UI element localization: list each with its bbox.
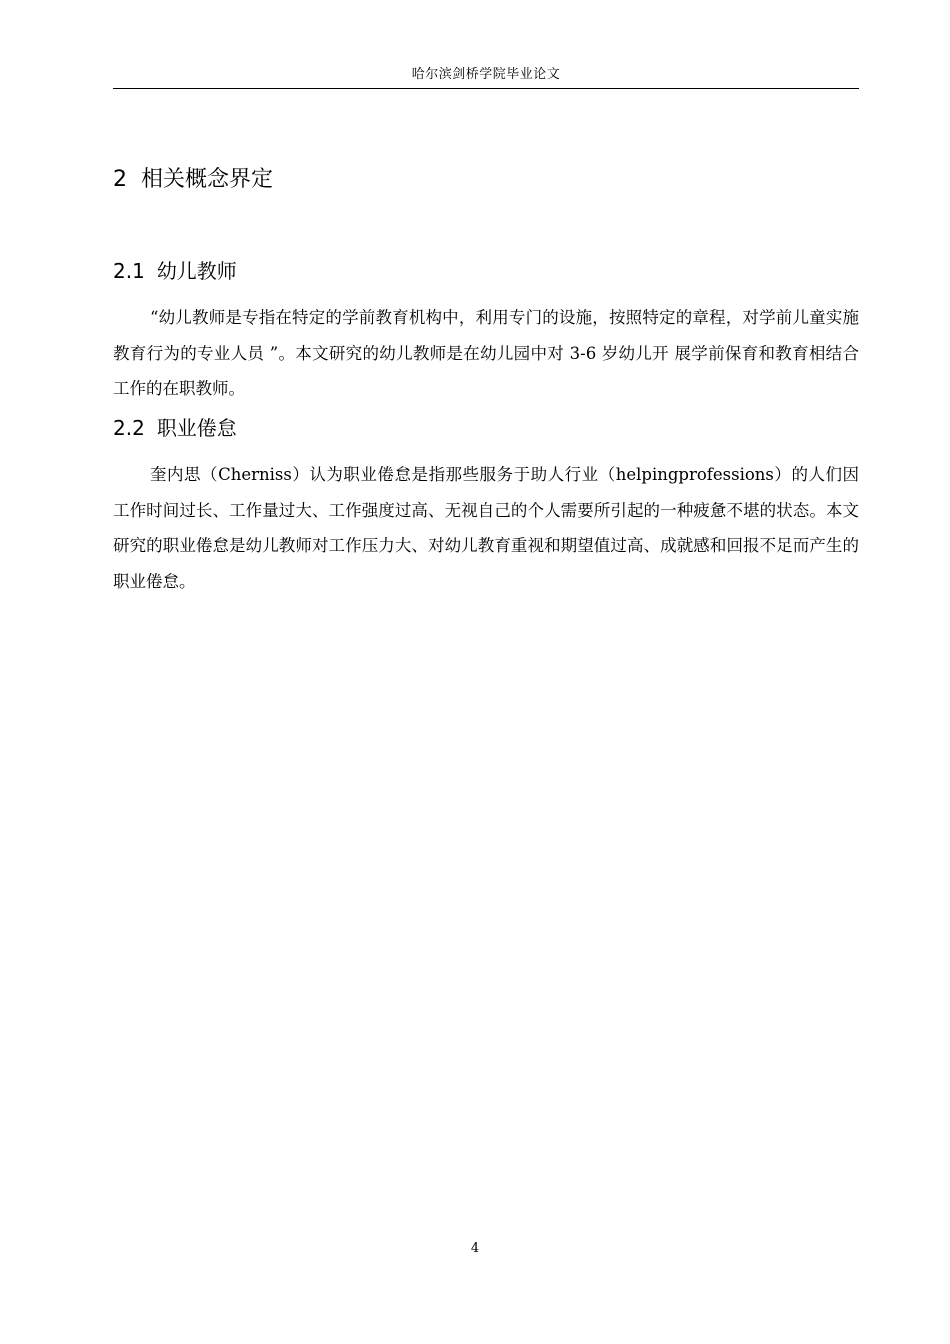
header-rule	[113, 88, 859, 89]
section-2-1-paragraph: “幼儿教师是专指在特定的学前教育机构中，利用专门的设施，按照特定的章程，对学前儿童实施教育行为的专业人员 ”。本文研究的幼儿教师是在幼儿园中对 3-6 岁幼儿开 展学前保育和教育相结合工作的在职教师。	[113, 308, 859, 398]
page-number: 4	[470, 1241, 480, 1256]
running-header: 哈尔滨剑桥学院毕业论文	[411, 67, 561, 82]
chapter-number: 2	[113, 167, 127, 192]
section-number: 2.2	[113, 416, 145, 440]
chapter-heading	[113, 164, 273, 196]
section-2-2-paragraph: 奎内思（Cherniss）认为职业倦怠是指那些服务于助人行业（helpingprofessions）的人们因工作时间过长、工作量过大、工作强度过高、无视自己的个人需要所引起的一种疲惫不堪的状态。本文研究的职业倦怠是幼儿教师对工作压力大、对幼儿教育重视和期望值过高、成就感和回报不足而产生的职业倦怠。	[113, 465, 859, 591]
chapter-title: 相关概念界定	[141, 167, 274, 192]
section-heading-2-2	[113, 413, 237, 443]
section-number: 2.1	[113, 259, 145, 283]
section-title: 职业倦怠	[156, 416, 237, 440]
section-title: 幼儿教师	[156, 259, 237, 283]
section-heading-2-1	[113, 256, 237, 286]
